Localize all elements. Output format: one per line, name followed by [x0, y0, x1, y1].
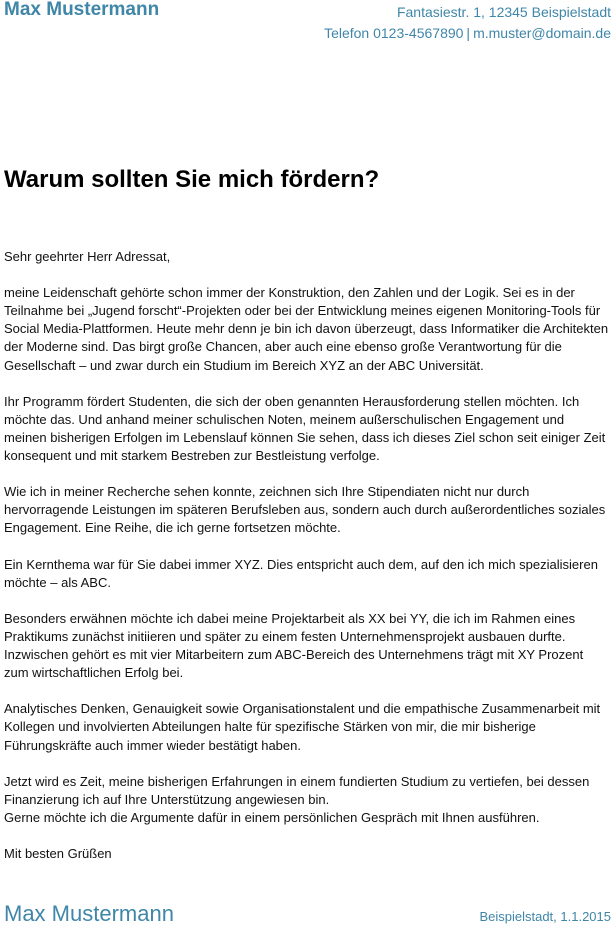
sender-phone: Telefon 0123-4567890 [324, 25, 464, 41]
paragraph-3: Wie ich in meiner Recherche sehen konnte, zeichnen sich Ihre Stipendiaten nicht nur durch hervorragende Leistungen im späteren Berufsleben aus, sondern auch durch außerordentliches soziales Engagement. Eine Reihe, die ich gerne fortsetzen möchte. [4, 484, 606, 536]
paragraph-7: Jetzt wird es Zeit, meine bisherigen Erfahrungen in einem fundierten Studium zu vertiefen, bei dessen Finanzierung ich auf Ihre Unterstützung angewiesen bin. [4, 773, 590, 807]
letter-body [4, 248, 610, 881]
paragraph-2: Ihr Programm fördert Studenten, die sich der oben genannten Herausforderung stellen möchten. Ich möchte das. Und anhand meiner schulischen Noten, meinem außerschulischen Engagement und meinen bisherigen Erfolgen im Lebenslauf können Sie sehen, dass ich dieses Ziel schon seit einiger Zeit konsequent und mit starkem Bestreben zur Bestleistung verfolge. [4, 393, 606, 464]
paragraph-4: Ein Kernthema war für Sie dabei immer XYZ. Dies entspricht auch dem, auf den ich mich spezialisieren möchte – als ABC. [4, 556, 598, 590]
place-date: Beispielstadt, 1.1.2015 [479, 909, 611, 924]
sender-email: m.muster@domain.de [473, 25, 611, 41]
paragraph-5: Besonders erwähnen möchte ich dabei meine Projektarbeit als XX bei YY, die ich im Rahmen eines Praktikums zunächst initiieren und später zu einem festen Unternehmensprojekt ausbauen durfte. Inzwischen gehört es mit vier Mitarbeitern zum ABC-Bereich des Unternehmens trägt mit XY Prozent zum wirtschaftlichen Erfolg bei. [4, 610, 584, 681]
paragraph-1: meine Leidenschaft gehörte schon immer der Konstruktion, den Zahlen und der Logik. Sei es in der Teilnahme bei „Jugend forscht“-Projekten oder bei der Entwicklung meines eigenen Monitoring-Tools für Social Media-Plattformen. Heute mehr denn je bin ich davon überzeugt, dass Informatiker die Architekten der Moderne sind. Das birgt große Chancen, aber auch eine ebenso große Verantwortung für die Gesellschaft – und zwar durch ein Studium im Bereich XYZ an der ABC Universität. [4, 285, 609, 373]
sender-address: Fantasiestr. 1, 12345 Beispielstadt [396, 4, 611, 20]
contact-separator: | [466, 25, 471, 41]
sender-contact-line [324, 23, 611, 44]
signature-name: Max Mustermann [4, 901, 174, 926]
paragraph-6: Analytisches Denken, Genauigkeit sowie Organisationstalent und die empathische Zusammenarbeit mit Kollegen und involvierten Abteilungen halte für spezifische Stärken von mir, die mir bisherige Führungskräfte auch immer wieder bestätigt haben. [4, 701, 601, 753]
letter-title: Warum sollten Sie mich fördern? [4, 166, 380, 193]
salutation: Sehr geehrter Herr Adressat, [4, 249, 171, 264]
sender-contact [324, 2, 611, 44]
paragraph-8: Gerne möchte ich die Argumente dafür in einem persönlichen Gespräch mit Ihnen ausführen. [4, 809, 540, 825]
sender-name: Max Mustermann [4, 0, 160, 20]
letterhead [0, 0, 615, 52]
closing: Mit besten Grüßen [4, 846, 112, 862]
